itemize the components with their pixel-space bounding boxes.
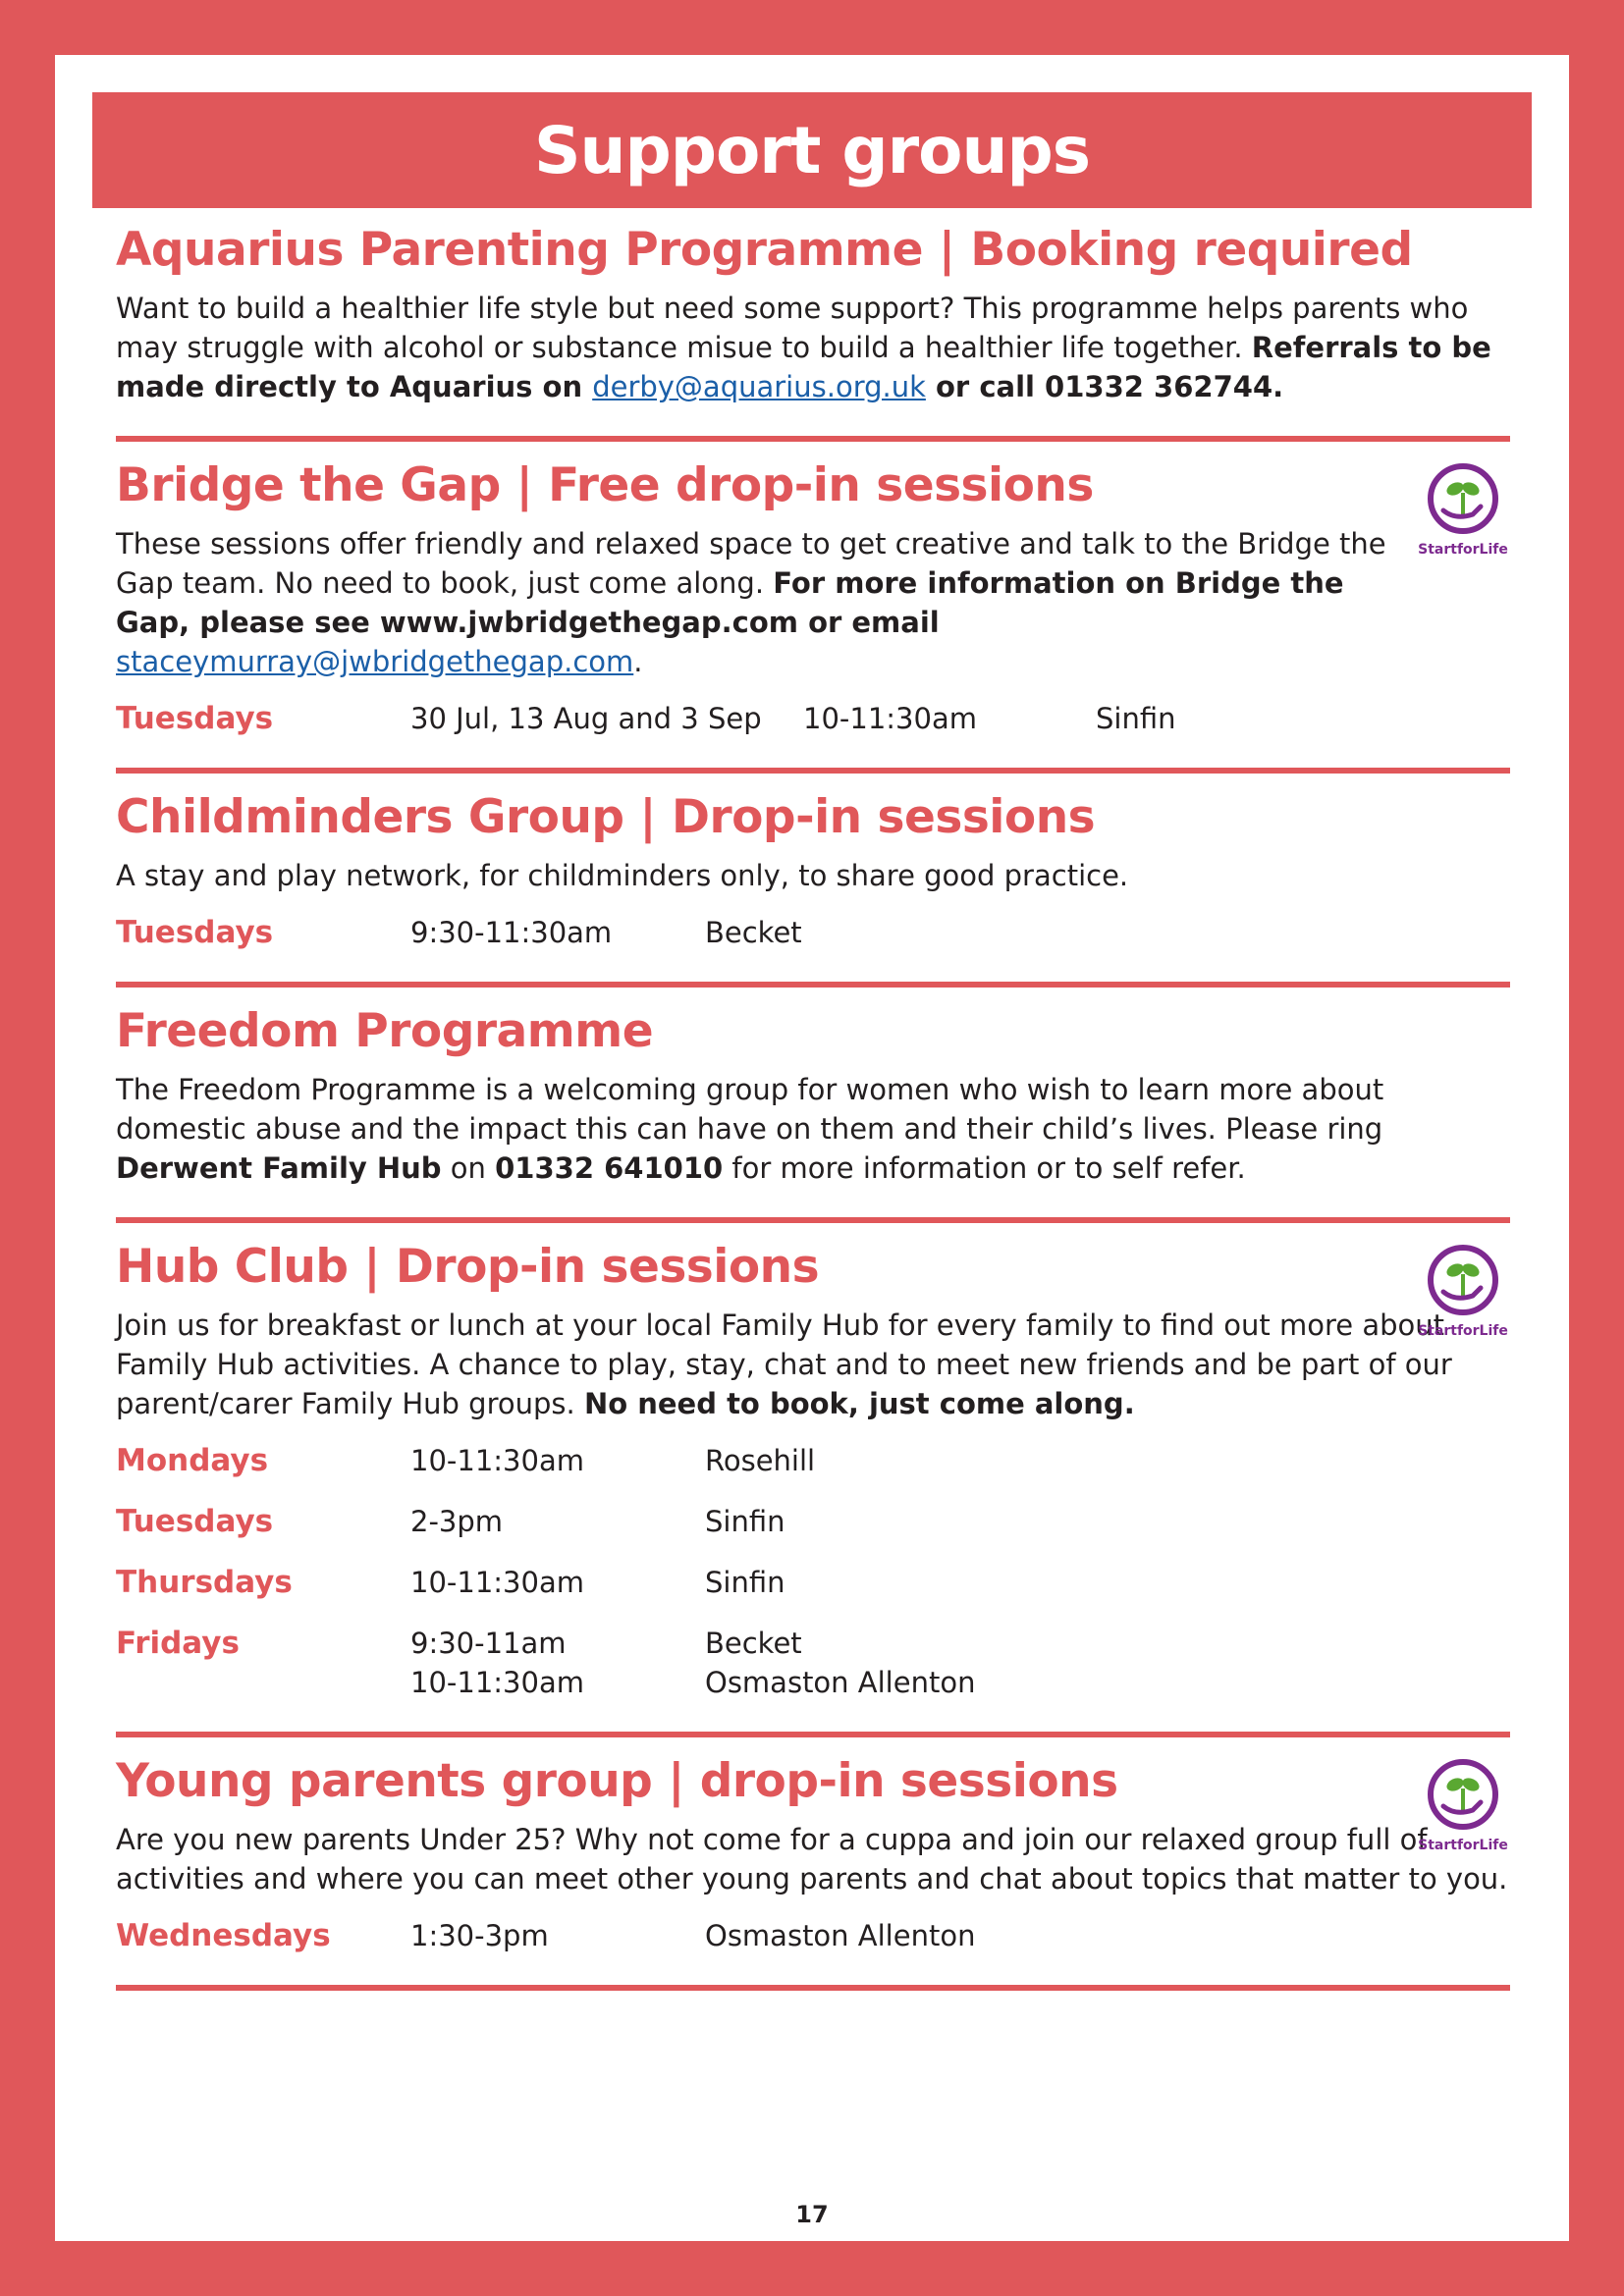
body-bold: No need to book, just come along. xyxy=(583,1387,1135,1420)
divider xyxy=(116,1217,1510,1223)
schedule-row xyxy=(116,1502,1510,1541)
body-bold: 01332 641010 xyxy=(495,1151,724,1185)
section-bridge-the-gap xyxy=(116,455,1510,774)
section-aquarius xyxy=(116,220,1510,442)
schedule xyxy=(116,1916,1510,1955)
schedule xyxy=(116,1441,1510,1702)
body-bold: Referrals to be made directly to Aquarius on xyxy=(116,331,1491,403)
schedule-time: 10-11:30am xyxy=(410,1666,584,1699)
section-heading: Aquarius Parenting Programme | Booking required xyxy=(116,223,1413,277)
section-body: A stay and play network, for childminders only, to share good practice. xyxy=(116,859,1129,892)
section-young-parents xyxy=(116,1751,1510,1991)
body-text: Join us for breakfast or lunch at your local Family Hub for every family to find out more about Family Hub activities. A chance to play, stay, chat and to meet new friends and be part of our parent/carer Family Hub groups. xyxy=(116,1308,1452,1420)
schedule-time: 10-11:30am xyxy=(803,702,977,735)
section-heading: Freedom Programme xyxy=(116,1004,654,1058)
section-body xyxy=(116,1306,1510,1423)
page-title: Support groups xyxy=(533,112,1091,188)
body-text: The Freedom Programme is a welcoming group for women who wish to learn more about domestic abuse and the impact this can have on them and their child’s lives. Please ring xyxy=(116,1073,1384,1146)
section-heading: Young parents group | drop-in sessions xyxy=(116,1754,1118,1808)
schedule-day: Tuesdays xyxy=(116,915,274,950)
section-heading: Childminders Group | Drop-in sessions xyxy=(116,790,1096,844)
start-for-life-logo xyxy=(1416,463,1510,558)
start-for-life-logo xyxy=(1416,1759,1510,1853)
body-bold: For more information on Bridge the Gap, please see www.jwbridgethegap.com or email xyxy=(116,566,1344,639)
schedule-location: Sinfin xyxy=(705,1566,785,1599)
page-number: 17 xyxy=(795,2201,829,2228)
schedule xyxy=(116,913,1510,952)
section-body xyxy=(116,524,1510,681)
schedule-time: 2-3pm xyxy=(410,1505,504,1538)
schedule-location: Becket xyxy=(705,1627,802,1660)
schedule-time: 10-11:30am xyxy=(410,1566,584,1599)
schedule xyxy=(116,699,1510,738)
schedule-time: 9:30-11am xyxy=(410,1627,567,1660)
schedule-times xyxy=(410,1624,705,1702)
schedule-row xyxy=(116,1624,1510,1702)
schedule-location: Becket xyxy=(705,916,802,949)
section-body: Are you new parents Under 25? Why not come for a cuppa and join our relaxed group full of activities and where you can meet other young parents and chat about topics that matter to you. xyxy=(116,1823,1508,1896)
start-for-life-icon xyxy=(1416,1245,1510,1323)
schedule-day: Tuesdays xyxy=(116,1504,274,1539)
schedule-location: Sinfin xyxy=(1096,702,1176,735)
section-body xyxy=(116,289,1510,406)
schedule-row xyxy=(116,1916,1510,1955)
logo-label: StartforLife xyxy=(1418,1838,1508,1853)
schedule-day: Fridays xyxy=(116,1626,240,1661)
body-bold: or call 01332 362744. xyxy=(925,370,1284,403)
logo-label: StartforLife xyxy=(1418,542,1508,558)
body-text: These sessions offer friendly and relaxed space to get creative and talk to the Bridge the Gap team. No need to book, just come along. xyxy=(116,527,1386,600)
divider xyxy=(116,982,1510,988)
schedule-location: Osmaston Allenton xyxy=(705,1919,976,1952)
schedule-row xyxy=(116,1563,1510,1602)
divider xyxy=(116,768,1510,774)
divider xyxy=(116,1985,1510,1991)
body-text: for more information or to self refer. xyxy=(723,1151,1246,1185)
schedule-day: Tuesdays xyxy=(116,701,274,736)
schedule-location: Osmaston Allenton xyxy=(705,1666,976,1699)
schedule-time: 10-11:30am xyxy=(410,1444,584,1477)
body-bold: Derwent Family Hub xyxy=(116,1151,442,1185)
start-for-life-icon xyxy=(1416,463,1510,542)
schedule-row xyxy=(116,699,1510,738)
content xyxy=(116,220,1510,1991)
divider xyxy=(116,1732,1510,1737)
schedule-day: Wednesdays xyxy=(116,1918,331,1953)
body-text: . xyxy=(633,645,643,678)
start-for-life-icon xyxy=(1416,1759,1510,1838)
body-text: Want to build a healthier life style but need some support? This programme helps parents who may struggle with alcohol or substance misue to build a healthier life together. xyxy=(116,292,1469,364)
email-link[interactable]: derby@aquarius.org.uk xyxy=(592,370,926,403)
section-freedom-programme xyxy=(116,1001,1510,1223)
schedule-locations xyxy=(705,1624,975,1702)
schedule-time: 1:30-3pm xyxy=(410,1919,549,1952)
schedule-location: Sinfin xyxy=(705,1505,785,1538)
schedule-day: Mondays xyxy=(116,1443,269,1478)
start-for-life-logo xyxy=(1416,1245,1510,1339)
logo-label: StartforLife xyxy=(1418,1323,1508,1339)
section-heading: Hub Club | Drop-in sessions xyxy=(116,1240,820,1294)
body-text: on xyxy=(441,1151,496,1185)
section-heading: Bridge the Gap | Free drop-in sessions xyxy=(116,458,1094,512)
section-body xyxy=(116,1070,1510,1188)
schedule-day: Thursdays xyxy=(116,1565,293,1600)
email-link[interactable]: staceymurray@jwbridgethegap.com xyxy=(116,645,634,678)
divider xyxy=(116,436,1510,442)
page xyxy=(55,55,1569,2241)
title-banner xyxy=(92,92,1532,208)
schedule-row xyxy=(116,1441,1510,1480)
section-childminders xyxy=(116,787,1510,988)
section-hub-club xyxy=(116,1237,1510,1737)
schedule-row xyxy=(116,913,1510,952)
schedule-location: Rosehill xyxy=(705,1444,816,1477)
schedule-time: 9:30-11:30am xyxy=(410,916,613,949)
schedule-dates: 30 Jul, 13 Aug and 3 Sep xyxy=(410,702,762,735)
